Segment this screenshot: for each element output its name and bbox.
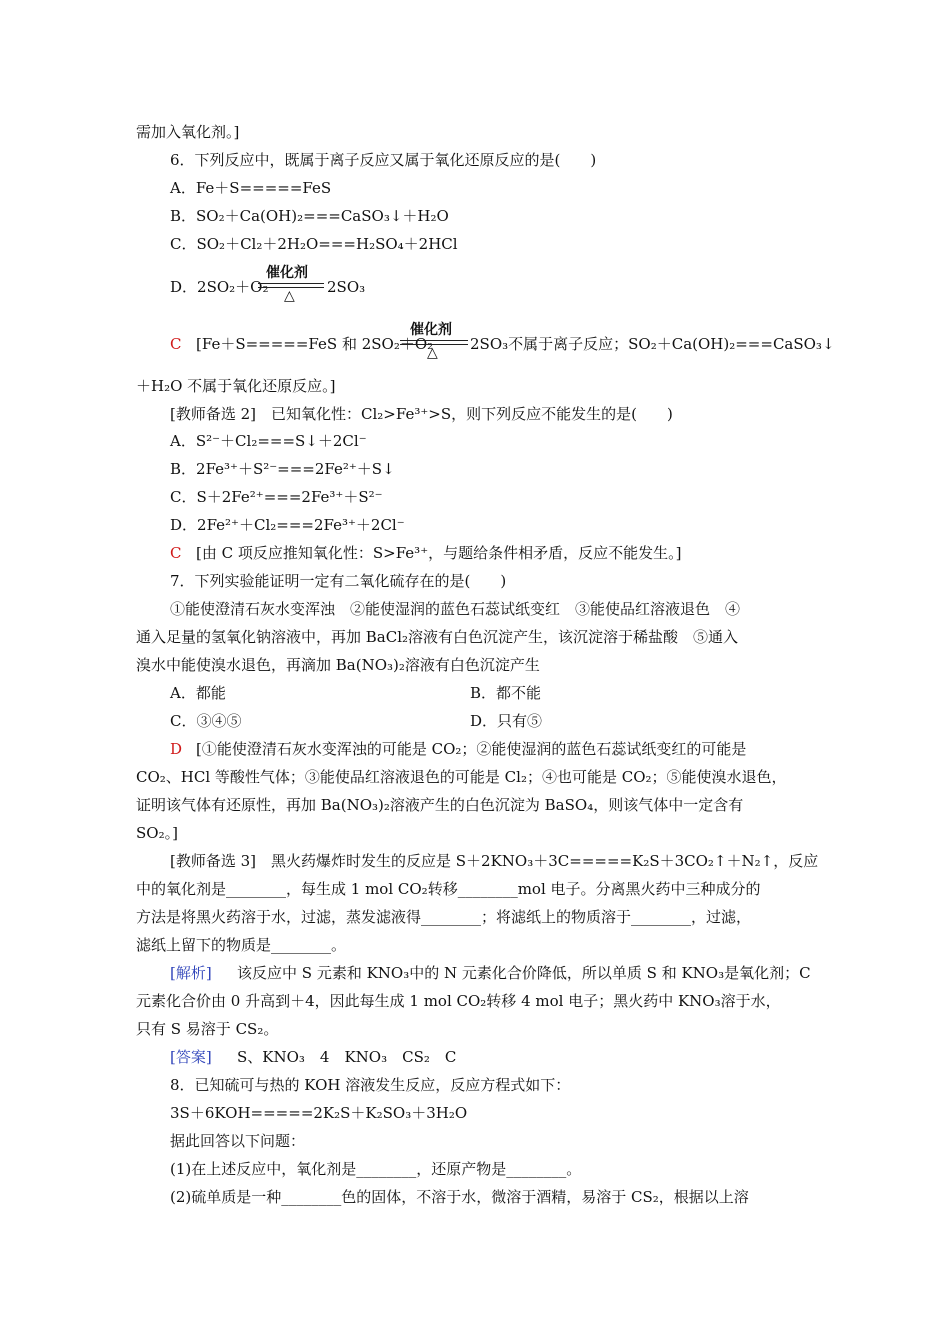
answer-letter: C	[170, 335, 182, 353]
option-d-left: D．2SO₂＋O₂	[170, 278, 269, 296]
analysis-text: 元素化合价由 0 升高到＋4，因此每生成 1 mol CO₂转移 4 mol 电子；黑火药中 KNO₃溶于水，	[136, 992, 781, 1010]
analysis-tag: [解析]	[170, 964, 212, 982]
explanation-line: [①能使澄清石灰水变浑浊的可能是 CO₂；②能使湿润的蓝色石蕊试纸变红的可能是	[196, 740, 747, 758]
equation: 3S＋6KOH=====2K₂S＋K₂SO₃＋3H₂O	[170, 1104, 468, 1122]
teacher-question-3: 方法是将黑火药溶于水，过滤，蒸发滤液得________；将滤纸上的物质溶于________，过滤，	[136, 908, 752, 926]
analysis-text: 该反应中 S 元素和 KNO₃中的 N 元素化合价降低，所以单质 S 和 KNO₃是氧化剂；C	[222, 964, 811, 982]
explanation-line: 证明该气体有还原性，再加 Ba(NO₃)₂溶液产生的白色沉淀为 BaSO₄，则该气体中一定含有	[136, 796, 744, 814]
answer-text: S、KNO₃ 4 KNO₃ CS₂ C	[222, 1048, 457, 1066]
answer-letter: C	[170, 544, 182, 562]
question-7-body: ①能使澄清石灰水变浑浊 ②能使湿润的蓝色石蕊试纸变红 ③能使品红溶液退色 ④	[170, 600, 741, 618]
explanation-line: CO₂、HCl 等酸性气体；③能使品红溶液退色的可能是 Cl₂；④也可能是 CO₂；⑤能使溴水退色，	[136, 768, 787, 786]
explanation-line: [由 C 项反应推知氧化性：S>Fe³⁺，与题给条件相矛盾，反应不能发生。]	[196, 544, 682, 562]
catalyst-label: 催化剂	[266, 265, 308, 281]
text-line: 需加入氧化剂。]	[136, 123, 240, 141]
option-a: A．Fe＋S=====FeS	[170, 179, 332, 197]
heat-symbol: △	[427, 345, 438, 361]
explanation-line: [Fe＋S=====FeS 和 2SO₂＋O₂	[196, 335, 434, 353]
option-a: A．S²⁻＋Cl₂===S↓＋2Cl⁻	[170, 432, 367, 450]
catalyst-arrow	[400, 317, 470, 361]
question-7-stem: 7．下列实验能证明一定有二氧化硫存在的是( )	[170, 572, 507, 590]
option-b: B．SO₂＋Ca(OH)₂===CaSO₃↓＋H₂O	[170, 207, 449, 225]
catalyst-label: 催化剂	[410, 322, 452, 338]
option-d-right: 2SO₃	[327, 278, 366, 296]
explanation-line: 2SO₃不属于离子反应；SO₂＋Ca(OH)₂===CaSO₃↓	[470, 335, 835, 353]
sub-question-1: (1)在上述反应中，氧化剂是________，还原产物是________。	[170, 1160, 582, 1178]
text-line: 据此回答以下问题：	[170, 1132, 306, 1150]
question-6-stem: 6．下列反应中，既属于离子反应又属于氧化还原反应的是( )	[170, 151, 597, 169]
option-c: C．S＋2Fe²⁺===2Fe³⁺＋S²⁻	[170, 488, 383, 506]
option-c: C．③④⑤	[170, 712, 242, 730]
option-b: B．2Fe³⁺＋S²⁻===2Fe²⁺＋S↓	[170, 460, 395, 478]
sub-question-2: (2)硫单质是一种________色的固体，不溶于水，微溶于酒精，易溶于 CS₂，根据以上溶	[170, 1188, 749, 1206]
question-8-stem: 8．已知硫可与热的 KOH 溶液发生反应，反应方程式如下：	[170, 1076, 571, 1094]
teacher-question-3: [教师备选 3] 黑火药爆炸时发生的反应是 S＋2KNO₃＋3C=====K₂S＋3CO₂↑＋N₂↑，反应	[170, 852, 819, 870]
option-d: D．只有⑤	[470, 712, 543, 730]
analysis-text: 只有 S 易溶于 CS₂。	[136, 1020, 279, 1038]
reversible-arrow	[258, 260, 326, 304]
explanation-line: ＋H₂O 不属于氧化还原反应。]	[136, 377, 336, 395]
option-b: B．都不能	[470, 684, 542, 702]
answer-tag: [答案]	[170, 1048, 212, 1066]
answer-letter: D	[170, 740, 183, 758]
teacher-question-3: 中的氧化剂是________，每生成 1 mol CO₂转移________mol 电子。分离黑火药中三种成分的	[136, 880, 761, 898]
heat-symbol: △	[284, 288, 295, 304]
option-d: D．2Fe²⁺＋Cl₂===2Fe³⁺＋2Cl⁻	[170, 516, 405, 534]
option-a: A．都能	[170, 684, 226, 702]
teacher-question-2: [教师备选 2] 已知氧化性：Cl₂>Fe³⁺>S，则下列反应不能发生的是( )	[170, 405, 673, 423]
option-c: C．SO₂＋Cl₂＋2H₂O===H₂SO₄＋2HCl	[170, 235, 458, 253]
question-7-body: 溴水中能使溴水退色，再滴加 Ba(NO₃)₂溶液有白色沉淀产生	[136, 656, 540, 674]
explanation-line: SO₂。]	[136, 824, 178, 842]
teacher-question-3: 滤纸上留下的物质是________。	[136, 936, 347, 954]
question-7-body: 通入足量的氢氧化钠溶液中，再加 BaCl₂溶液有白色沉淀产生，该沉淀溶于稀盐酸 ⑤通入	[136, 628, 739, 646]
